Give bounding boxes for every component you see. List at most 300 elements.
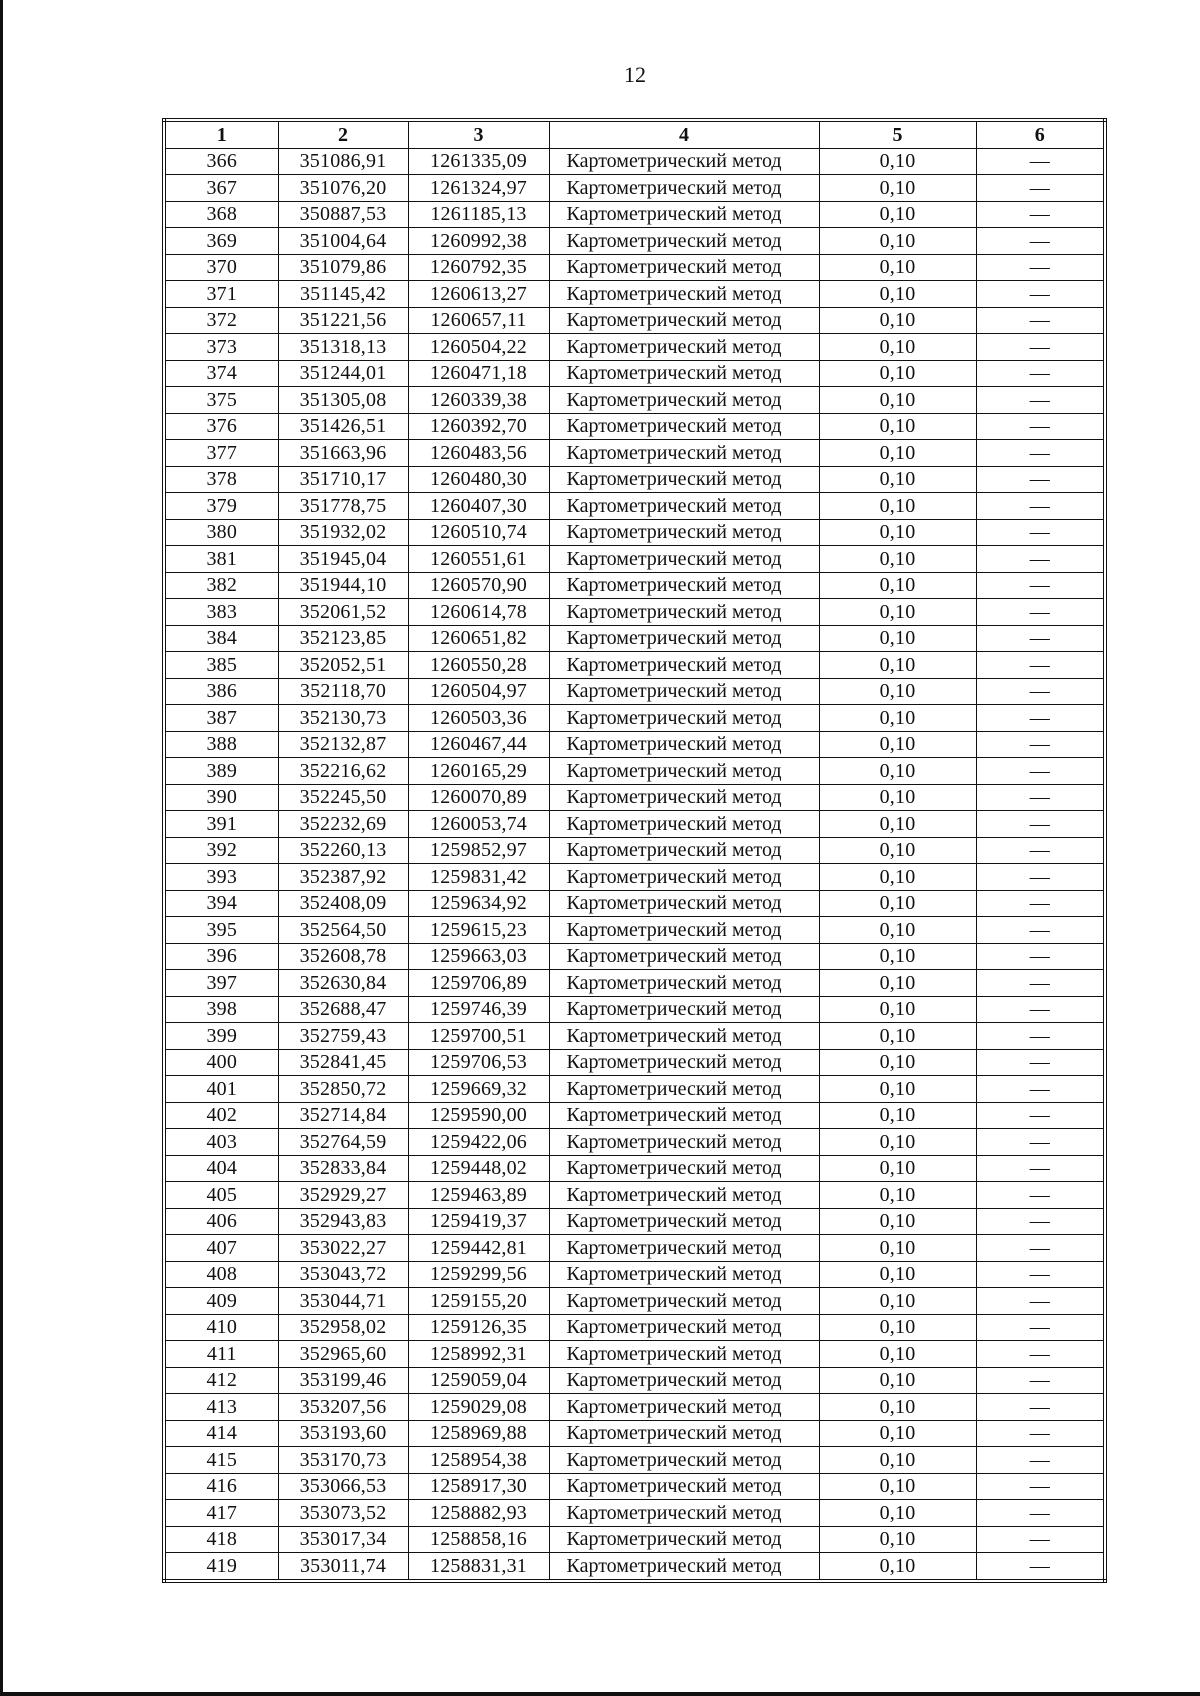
accuracy-cell: 0,10 (819, 334, 976, 361)
table-row (164, 1314, 1105, 1341)
note-cell: — (976, 1208, 1105, 1235)
table-row (164, 1155, 1105, 1182)
accuracy-cell: 0,10 (819, 1394, 976, 1421)
table-row (164, 652, 1105, 679)
accuracy-cell: 0,10 (819, 493, 976, 520)
x-coordinate-cell: 352408,09 (278, 890, 408, 917)
x-coordinate-cell: 352841,45 (278, 1049, 408, 1076)
table-row (164, 837, 1105, 864)
method-cell: Картометрический метод (549, 731, 819, 758)
point-number-cell: 380 (164, 519, 278, 546)
x-coordinate-cell: 351318,13 (278, 334, 408, 361)
note-cell: — (976, 1076, 1105, 1103)
table-row (164, 1261, 1105, 1288)
table-row (164, 466, 1105, 493)
point-number-cell: 386 (164, 678, 278, 705)
y-coordinate-cell: 1259831,42 (408, 864, 549, 891)
x-coordinate-cell: 352759,43 (278, 1023, 408, 1050)
table-row (164, 413, 1105, 440)
method-cell: Картометрический метод (549, 413, 819, 440)
y-coordinate-cell: 1259448,02 (408, 1155, 549, 1182)
method-cell: Картометрический метод (549, 1394, 819, 1421)
method-cell: Картометрический метод (549, 943, 819, 970)
point-number-cell: 418 (164, 1526, 278, 1553)
table-body (164, 148, 1105, 1581)
x-coordinate-cell: 352387,92 (278, 864, 408, 891)
accuracy-cell: 0,10 (819, 413, 976, 440)
point-number-cell: 406 (164, 1208, 278, 1235)
note-cell: — (976, 1023, 1105, 1050)
accuracy-cell: 0,10 (819, 1473, 976, 1500)
point-number-cell: 404 (164, 1155, 278, 1182)
x-coordinate-cell: 351710,17 (278, 466, 408, 493)
method-cell: Картометрический метод (549, 864, 819, 891)
y-coordinate-cell: 1258831,31 (408, 1553, 549, 1581)
method-cell: Картометрический метод (549, 1447, 819, 1474)
y-coordinate-cell: 1259463,89 (408, 1182, 549, 1209)
note-cell: — (976, 1473, 1105, 1500)
method-cell: Картометрический метод (549, 334, 819, 361)
accuracy-cell: 0,10 (819, 1341, 976, 1368)
note-cell: — (976, 1129, 1105, 1156)
x-coordinate-cell: 352764,59 (278, 1129, 408, 1156)
method-cell: Картометрический метод (549, 572, 819, 599)
x-coordinate-cell: 352850,72 (278, 1076, 408, 1103)
accuracy-cell: 0,10 (819, 360, 976, 387)
y-coordinate-cell: 1259442,81 (408, 1235, 549, 1262)
point-number-cell: 379 (164, 493, 278, 520)
accuracy-cell: 0,10 (819, 1367, 976, 1394)
method-cell: Картометрический метод (549, 1420, 819, 1447)
note-cell: — (976, 387, 1105, 414)
x-coordinate-cell: 352564,50 (278, 917, 408, 944)
accuracy-cell: 0,10 (819, 175, 976, 202)
accuracy-cell: 0,10 (819, 943, 976, 970)
point-number-cell: 419 (164, 1553, 278, 1581)
accuracy-cell: 0,10 (819, 1182, 976, 1209)
y-coordinate-cell: 1260570,90 (408, 572, 549, 599)
x-coordinate-cell: 351086,91 (278, 148, 408, 175)
note-cell: — (976, 281, 1105, 308)
x-coordinate-cell: 352245,50 (278, 784, 408, 811)
table-row (164, 572, 1105, 599)
x-coordinate-cell: 351079,86 (278, 254, 408, 281)
method-cell: Картометрический метод (549, 1341, 819, 1368)
x-coordinate-cell: 351145,42 (278, 281, 408, 308)
accuracy-cell: 0,10 (819, 1208, 976, 1235)
method-cell: Картометрический метод (549, 1500, 819, 1527)
y-coordinate-cell: 1260792,35 (408, 254, 549, 281)
x-coordinate-cell: 353199,46 (278, 1367, 408, 1394)
note-cell: — (976, 148, 1105, 175)
accuracy-cell: 0,10 (819, 731, 976, 758)
note-cell: — (976, 1553, 1105, 1581)
method-cell: Картометрический метод (549, 1102, 819, 1129)
table-row (164, 334, 1105, 361)
table-row (164, 1473, 1105, 1500)
x-coordinate-cell: 353073,52 (278, 1500, 408, 1527)
note-cell: — (976, 1500, 1105, 1527)
y-coordinate-cell: 1259706,53 (408, 1049, 549, 1076)
x-coordinate-cell: 352833,84 (278, 1155, 408, 1182)
accuracy-cell: 0,10 (819, 201, 976, 228)
column-header: 4 (549, 120, 819, 148)
y-coordinate-cell: 1259663,03 (408, 943, 549, 970)
accuracy-cell: 0,10 (819, 1288, 976, 1315)
note-cell: — (976, 572, 1105, 599)
table-row (164, 678, 1105, 705)
point-number-cell: 395 (164, 917, 278, 944)
note-cell: — (976, 890, 1105, 917)
table-row (164, 387, 1105, 414)
note-cell: — (976, 996, 1105, 1023)
accuracy-cell: 0,10 (819, 1261, 976, 1288)
accuracy-cell: 0,10 (819, 996, 976, 1023)
x-coordinate-cell: 351945,04 (278, 546, 408, 573)
accuracy-cell: 0,10 (819, 811, 976, 838)
x-coordinate-cell: 352123,85 (278, 625, 408, 652)
y-coordinate-cell: 1260613,27 (408, 281, 549, 308)
table-row (164, 201, 1105, 228)
method-cell: Картометрический метод (549, 1208, 819, 1235)
y-coordinate-cell: 1259852,97 (408, 837, 549, 864)
point-number-cell: 369 (164, 228, 278, 255)
note-cell: — (976, 1341, 1105, 1368)
x-coordinate-cell: 353170,73 (278, 1447, 408, 1474)
table-header-row (164, 120, 1105, 148)
x-coordinate-cell: 351004,64 (278, 228, 408, 255)
table-row (164, 890, 1105, 917)
table-row (164, 1208, 1105, 1235)
table-row (164, 1447, 1105, 1474)
accuracy-cell: 0,10 (819, 1420, 976, 1447)
y-coordinate-cell: 1259590,00 (408, 1102, 549, 1129)
y-coordinate-cell: 1260053,74 (408, 811, 549, 838)
table-row (164, 1076, 1105, 1103)
point-number-cell: 417 (164, 1500, 278, 1527)
point-number-cell: 388 (164, 731, 278, 758)
note-cell: — (976, 1314, 1105, 1341)
point-number-cell: 368 (164, 201, 278, 228)
table-row (164, 811, 1105, 838)
table-row (164, 281, 1105, 308)
column-header: 6 (976, 120, 1105, 148)
y-coordinate-cell: 1261324,97 (408, 175, 549, 202)
note-cell: — (976, 334, 1105, 361)
scan-bottom-edge (0, 1692, 1200, 1696)
y-coordinate-cell: 1258969,88 (408, 1420, 549, 1447)
note-cell: — (976, 546, 1105, 573)
table-row (164, 519, 1105, 546)
y-coordinate-cell: 1258954,38 (408, 1447, 549, 1474)
point-number-cell: 373 (164, 334, 278, 361)
x-coordinate-cell: 350887,53 (278, 201, 408, 228)
point-number-cell: 405 (164, 1182, 278, 1209)
note-cell: — (976, 625, 1105, 652)
accuracy-cell: 0,10 (819, 652, 976, 679)
note-cell: — (976, 864, 1105, 891)
accuracy-cell: 0,10 (819, 890, 976, 917)
accuracy-cell: 0,10 (819, 148, 976, 175)
accuracy-cell: 0,10 (819, 784, 976, 811)
y-coordinate-cell: 1258992,31 (408, 1341, 549, 1368)
accuracy-cell: 0,10 (819, 1102, 976, 1129)
point-number-cell: 394 (164, 890, 278, 917)
y-coordinate-cell: 1260657,11 (408, 307, 549, 334)
accuracy-cell: 0,10 (819, 1129, 976, 1156)
note-cell: — (976, 1102, 1105, 1129)
method-cell: Картометрический метод (549, 387, 819, 414)
method-cell: Картометрический метод (549, 466, 819, 493)
method-cell: Картометрический метод (549, 1076, 819, 1103)
point-number-cell: 397 (164, 970, 278, 997)
y-coordinate-cell: 1259706,89 (408, 970, 549, 997)
note-cell: — (976, 1155, 1105, 1182)
accuracy-cell: 0,10 (819, 519, 976, 546)
point-number-cell: 366 (164, 148, 278, 175)
y-coordinate-cell: 1260339,38 (408, 387, 549, 414)
table-row (164, 599, 1105, 626)
y-coordinate-cell: 1260165,29 (408, 758, 549, 785)
point-number-cell: 376 (164, 413, 278, 440)
accuracy-cell: 0,10 (819, 1049, 976, 1076)
x-coordinate-cell: 352608,78 (278, 943, 408, 970)
note-cell: — (976, 970, 1105, 997)
y-coordinate-cell: 1259422,06 (408, 1129, 549, 1156)
note-cell: — (976, 1447, 1105, 1474)
point-number-cell: 401 (164, 1076, 278, 1103)
table-row (164, 175, 1105, 202)
x-coordinate-cell: 351663,96 (278, 440, 408, 467)
method-cell: Картометрический метод (549, 1288, 819, 1315)
x-coordinate-cell: 351778,75 (278, 493, 408, 520)
table-row (164, 1394, 1105, 1421)
point-number-cell: 413 (164, 1394, 278, 1421)
accuracy-cell: 0,10 (819, 1076, 976, 1103)
accuracy-cell: 0,10 (819, 1553, 976, 1581)
method-cell: Картометрический метод (549, 890, 819, 917)
point-number-cell: 378 (164, 466, 278, 493)
table-row (164, 970, 1105, 997)
y-coordinate-cell: 1260070,89 (408, 784, 549, 811)
point-number-cell: 389 (164, 758, 278, 785)
method-cell: Картометрический метод (549, 1367, 819, 1394)
note-cell: — (976, 1261, 1105, 1288)
method-cell: Картометрический метод (549, 1553, 819, 1581)
table-row (164, 1102, 1105, 1129)
y-coordinate-cell: 1260992,38 (408, 228, 549, 255)
method-cell: Картометрический метод (549, 148, 819, 175)
y-coordinate-cell: 1260467,44 (408, 731, 549, 758)
y-coordinate-cell: 1260551,61 (408, 546, 549, 573)
y-coordinate-cell: 1261185,13 (408, 201, 549, 228)
point-number-cell: 371 (164, 281, 278, 308)
note-cell: — (976, 731, 1105, 758)
note-cell: — (976, 1394, 1105, 1421)
accuracy-cell: 0,10 (819, 281, 976, 308)
x-coordinate-cell: 351076,20 (278, 175, 408, 202)
x-coordinate-cell: 352714,84 (278, 1102, 408, 1129)
accuracy-cell: 0,10 (819, 1500, 976, 1527)
point-number-cell: 412 (164, 1367, 278, 1394)
note-cell: — (976, 678, 1105, 705)
table-row (164, 360, 1105, 387)
x-coordinate-cell: 353043,72 (278, 1261, 408, 1288)
accuracy-cell: 0,10 (819, 970, 976, 997)
table-row (164, 1341, 1105, 1368)
note-cell: — (976, 360, 1105, 387)
method-cell: Картометрический метод (549, 1182, 819, 1209)
accuracy-cell: 0,10 (819, 387, 976, 414)
x-coordinate-cell: 352232,69 (278, 811, 408, 838)
table-row (164, 1500, 1105, 1527)
point-number-cell: 387 (164, 705, 278, 732)
accuracy-cell: 0,10 (819, 705, 976, 732)
y-coordinate-cell: 1258858,16 (408, 1526, 549, 1553)
note-cell: — (976, 837, 1105, 864)
note-cell: — (976, 599, 1105, 626)
point-number-cell: 374 (164, 360, 278, 387)
y-coordinate-cell: 1260504,97 (408, 678, 549, 705)
y-coordinate-cell: 1259155,20 (408, 1288, 549, 1315)
x-coordinate-cell: 351426,51 (278, 413, 408, 440)
column-header: 3 (408, 120, 549, 148)
x-coordinate-cell: 352958,02 (278, 1314, 408, 1341)
y-coordinate-cell: 1259126,35 (408, 1314, 549, 1341)
table-row (164, 1526, 1105, 1553)
note-cell: — (976, 1049, 1105, 1076)
point-number-cell: 393 (164, 864, 278, 891)
x-coordinate-cell: 353011,74 (278, 1553, 408, 1581)
table-row (164, 705, 1105, 732)
note-cell: — (976, 1526, 1105, 1553)
x-coordinate-cell: 353066,53 (278, 1473, 408, 1500)
x-coordinate-cell: 351305,08 (278, 387, 408, 414)
accuracy-cell: 0,10 (819, 307, 976, 334)
x-coordinate-cell: 352943,83 (278, 1208, 408, 1235)
point-number-cell: 398 (164, 996, 278, 1023)
x-coordinate-cell: 353193,60 (278, 1420, 408, 1447)
point-number-cell: 391 (164, 811, 278, 838)
table-row (164, 864, 1105, 891)
method-cell: Картометрический метод (549, 360, 819, 387)
y-coordinate-cell: 1260480,30 (408, 466, 549, 493)
point-number-cell: 411 (164, 1341, 278, 1368)
table-row (164, 1023, 1105, 1050)
point-number-cell: 409 (164, 1288, 278, 1315)
point-number-cell: 392 (164, 837, 278, 864)
y-coordinate-cell: 1258882,93 (408, 1500, 549, 1527)
accuracy-cell: 0,10 (819, 1314, 976, 1341)
page-number: 12 (624, 62, 646, 87)
point-number-cell: 385 (164, 652, 278, 679)
method-cell: Картометрический метод (549, 281, 819, 308)
y-coordinate-cell: 1260614,78 (408, 599, 549, 626)
table-row (164, 784, 1105, 811)
note-cell: — (976, 228, 1105, 255)
accuracy-cell: 0,10 (819, 837, 976, 864)
method-cell: Картометрический метод (549, 1129, 819, 1156)
y-coordinate-cell: 1260510,74 (408, 519, 549, 546)
method-cell: Картометрический метод (549, 599, 819, 626)
accuracy-cell: 0,10 (819, 1235, 976, 1262)
accuracy-cell: 0,10 (819, 440, 976, 467)
note-cell: — (976, 652, 1105, 679)
x-coordinate-cell: 353022,27 (278, 1235, 408, 1262)
point-number-cell: 396 (164, 943, 278, 970)
point-number-cell: 410 (164, 1314, 278, 1341)
method-cell: Картометрический метод (549, 440, 819, 467)
note-cell: — (976, 175, 1105, 202)
method-cell: Картометрический метод (549, 652, 819, 679)
point-number-cell: 377 (164, 440, 278, 467)
point-number-cell: 382 (164, 572, 278, 599)
method-cell: Картометрический метод (549, 254, 819, 281)
method-cell: Картометрический метод (549, 1049, 819, 1076)
y-coordinate-cell: 1259634,92 (408, 890, 549, 917)
x-coordinate-cell: 353044,71 (278, 1288, 408, 1315)
point-number-cell: 399 (164, 1023, 278, 1050)
table-row (164, 493, 1105, 520)
x-coordinate-cell: 352630,84 (278, 970, 408, 997)
note-cell: — (976, 1182, 1105, 1209)
table-row (164, 1367, 1105, 1394)
table-row (164, 148, 1105, 175)
point-number-cell: 414 (164, 1420, 278, 1447)
note-cell: — (976, 1420, 1105, 1447)
y-coordinate-cell: 1260503,36 (408, 705, 549, 732)
method-cell: Картометрический метод (549, 970, 819, 997)
note-cell: — (976, 440, 1105, 467)
point-number-cell: 403 (164, 1129, 278, 1156)
note-cell: — (976, 943, 1105, 970)
point-number-cell: 407 (164, 1235, 278, 1262)
method-cell: Картометрический метод (549, 1314, 819, 1341)
point-number-cell: 384 (164, 625, 278, 652)
note-cell: — (976, 1235, 1105, 1262)
note-cell: — (976, 493, 1105, 520)
point-number-cell: 367 (164, 175, 278, 202)
column-header: 1 (164, 120, 278, 148)
accuracy-cell: 0,10 (819, 625, 976, 652)
y-coordinate-cell: 1259669,32 (408, 1076, 549, 1103)
x-coordinate-cell: 352260,13 (278, 837, 408, 864)
table-row (164, 1129, 1105, 1156)
y-coordinate-cell: 1258917,30 (408, 1473, 549, 1500)
x-coordinate-cell: 352132,87 (278, 731, 408, 758)
point-number-cell: 375 (164, 387, 278, 414)
accuracy-cell: 0,10 (819, 1447, 976, 1474)
y-coordinate-cell: 1259059,04 (408, 1367, 549, 1394)
accuracy-cell: 0,10 (819, 917, 976, 944)
x-coordinate-cell: 351944,10 (278, 572, 408, 599)
point-number-cell: 370 (164, 254, 278, 281)
table-row (164, 1235, 1105, 1262)
y-coordinate-cell: 1261335,09 (408, 148, 549, 175)
note-cell: — (976, 758, 1105, 785)
accuracy-cell: 0,10 (819, 1526, 976, 1553)
y-coordinate-cell: 1259700,51 (408, 1023, 549, 1050)
y-coordinate-cell: 1259029,08 (408, 1394, 549, 1421)
method-cell: Картометрический метод (549, 784, 819, 811)
table-row (164, 917, 1105, 944)
y-coordinate-cell: 1259615,23 (408, 917, 549, 944)
method-cell: Картометрический метод (549, 519, 819, 546)
table-row (164, 1182, 1105, 1209)
column-header: 5 (819, 120, 976, 148)
method-cell: Картометрический метод (549, 175, 819, 202)
method-cell: Картометрический метод (549, 1235, 819, 1262)
